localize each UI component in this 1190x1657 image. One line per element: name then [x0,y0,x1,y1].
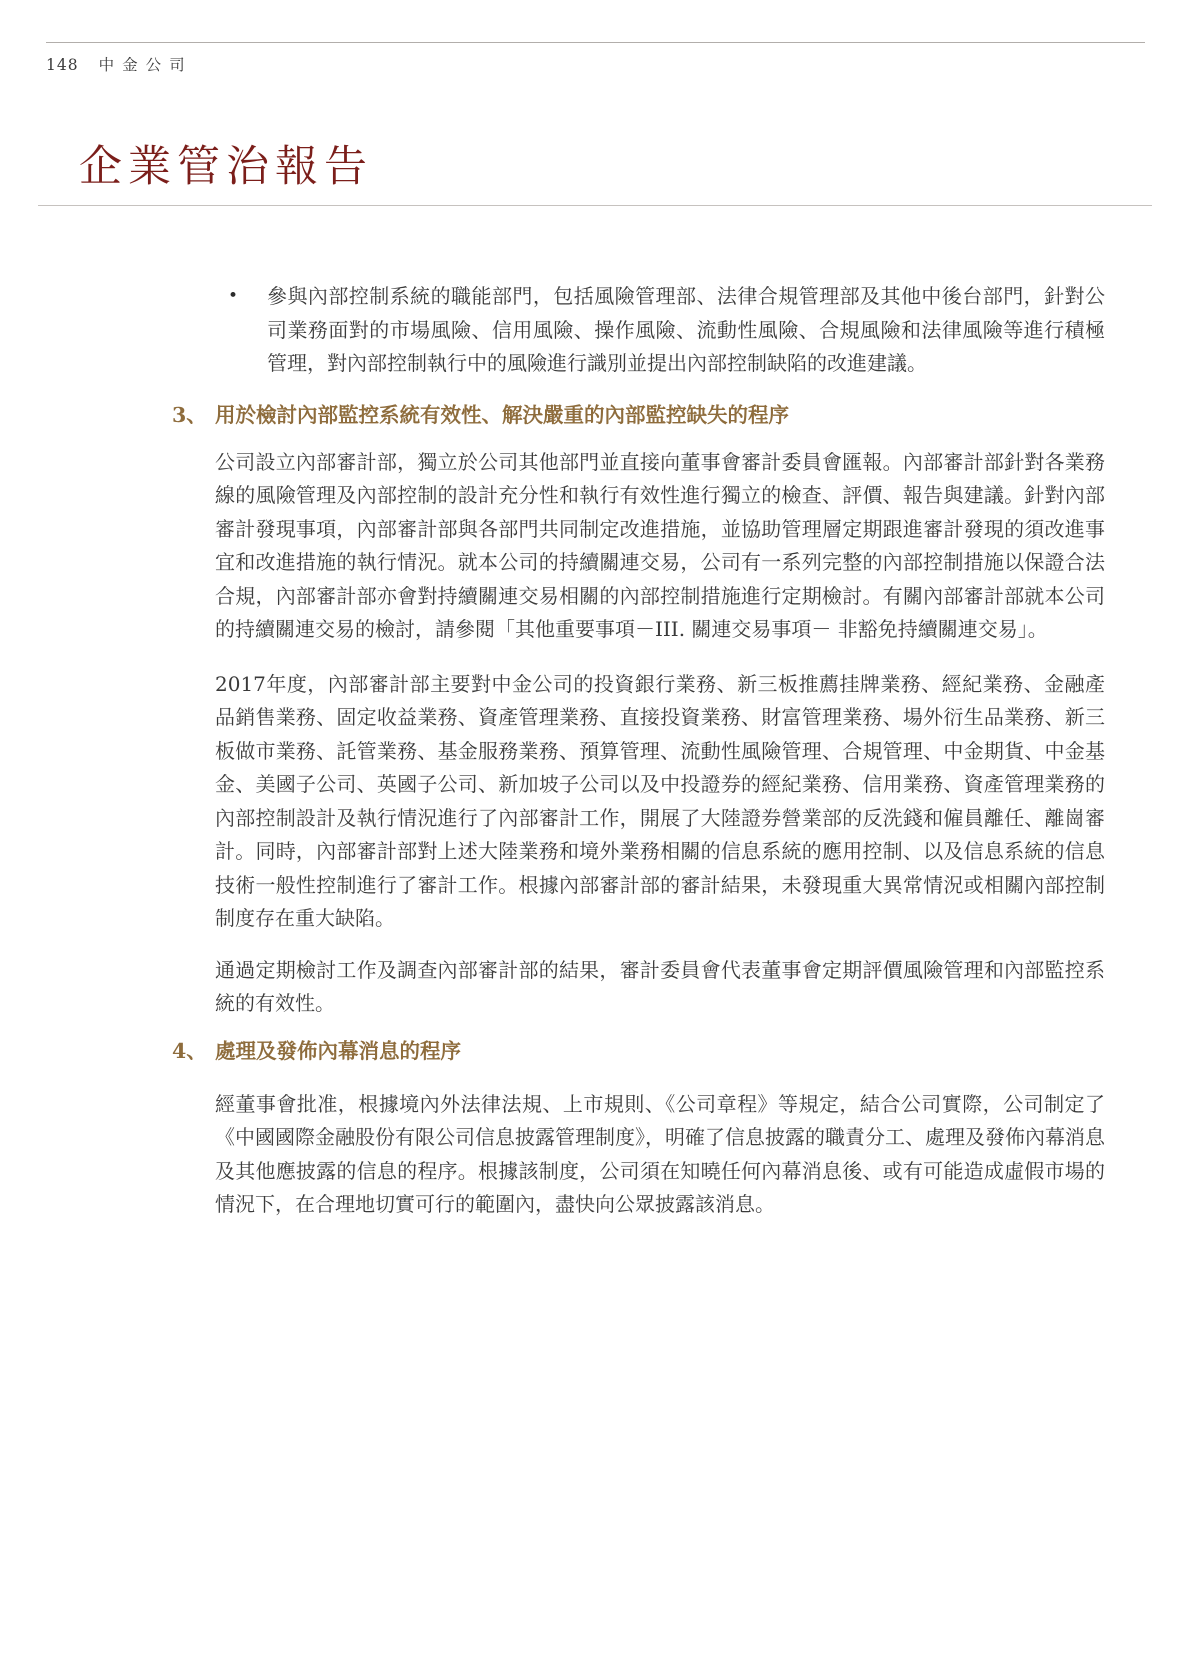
bullet-icon: • [228,286,239,306]
page-header [46,53,1190,75]
section-3-paragraph-3: 通過定期檢討工作及調查內部審計部的結果，審計委員會代表董事會定期評價風險管理和內部監控系統的有效性。 [215,957,1105,1015]
header-divider [46,42,1145,43]
bullet-item [228,280,1105,381]
page-number: 148 [46,56,79,74]
section-3-paragraph-2: 2017年度，內部審計部主要對中金公司的投資銀行業務、新三板推薦挂牌業務、經紀業務、金融產品銷售業務、固定收益業務、資產管理業務、直接投資業務、財富管理業務、場外衍生品業務、新三板做市業務、託管業務、基金服務業務、預算管理、流動性風險管理、合規管理、中金期貨、中金基金、美國子公司、英國子公司、新加坡子公司以及中投證券的經紀業務、信用業務、資產管理業務的內部控制設計及執行情況進行了內部審計工作，開展了大陸證券營業部的反洗錢和僱員離任、離崗審計。同時，內部審計部對上述大陸業務和境外業務相關的信息系統的應用控制、以及信息系統的信息技術一般性控制進行了審計工作。根據內部審計部的審計結果，未發現重大異常情況或相關內部控制制度存在重大缺陷。 [215,671,1105,930]
bullet-item-text: 參與內部控制系統的職能部門，包括風險管理部、法律合規管理部及其他中後台部門，針對公司業務面對的市場風險、信用風險、操作風險、流動性風險、合規風險和法律風險等進行積極管理，對內部控制執行中的風險進行識別並提出內部控制缺陷的改進建議。 [267,284,1105,375]
section-4-title: 處理及發佈內幕消息的程序 [215,1038,461,1063]
section-4-paragraph-1: 經董事會批准，根據境內外法律法規、上市規則、《公司章程》等規定，結合公司實際，公司制定了《中國國際金融股份有限公司信息披露管理制度》，明確了信息披露的職責分工、處理及發佈內幕消息及其他應披露的信息的程序。根據該制度，公司須在知曉任何內幕消息後、或有可能造成虛假市場的情況下，在合理地切實可行的範圍內，盡快向公眾披露該消息。 [215,1091,1105,1216]
company-name: 中金公司 [98,56,193,74]
page-title: 企業管治報告 [79,142,373,192]
section-3-title: 用於檢討內部監控系統有效性、解決嚴重的內部監控缺失的程序 [215,402,789,427]
section-4-heading [172,1036,1105,1066]
content-area [172,280,1105,1222]
report-page [0,42,1190,1657]
section-3-number: 3、 [172,402,207,427]
title-divider [38,205,1152,206]
section-3-paragraph-1: 公司設立內部審計部，獨立於公司其他部門並直接向董事會審計委員會匯報。內部審計部針對各業務線的風險管理及內部控制的設計充分性和執行有效性進行獨立的檢查、評價、報告與建議。針對內部審計發現事項，內部審計部與各部門共同制定改進措施，並協助管理層定期跟進審計發現的須改進事宜和改進措施的執行情況。就本公司的持續關連交易，公司有一系列完整的內部控制措施以保證合法合規，內部審計部亦會對持續關連交易相關的內部控制措施進行定期檢討。有關內部審計部就本公司的持續關連交易的檢討，請參閱「其他重要事項－III. 關連交易事項－ 非豁免持續關連交易」。 [215,449,1105,641]
section-3-heading [172,400,1105,430]
section-4-number: 4、 [172,1038,207,1063]
